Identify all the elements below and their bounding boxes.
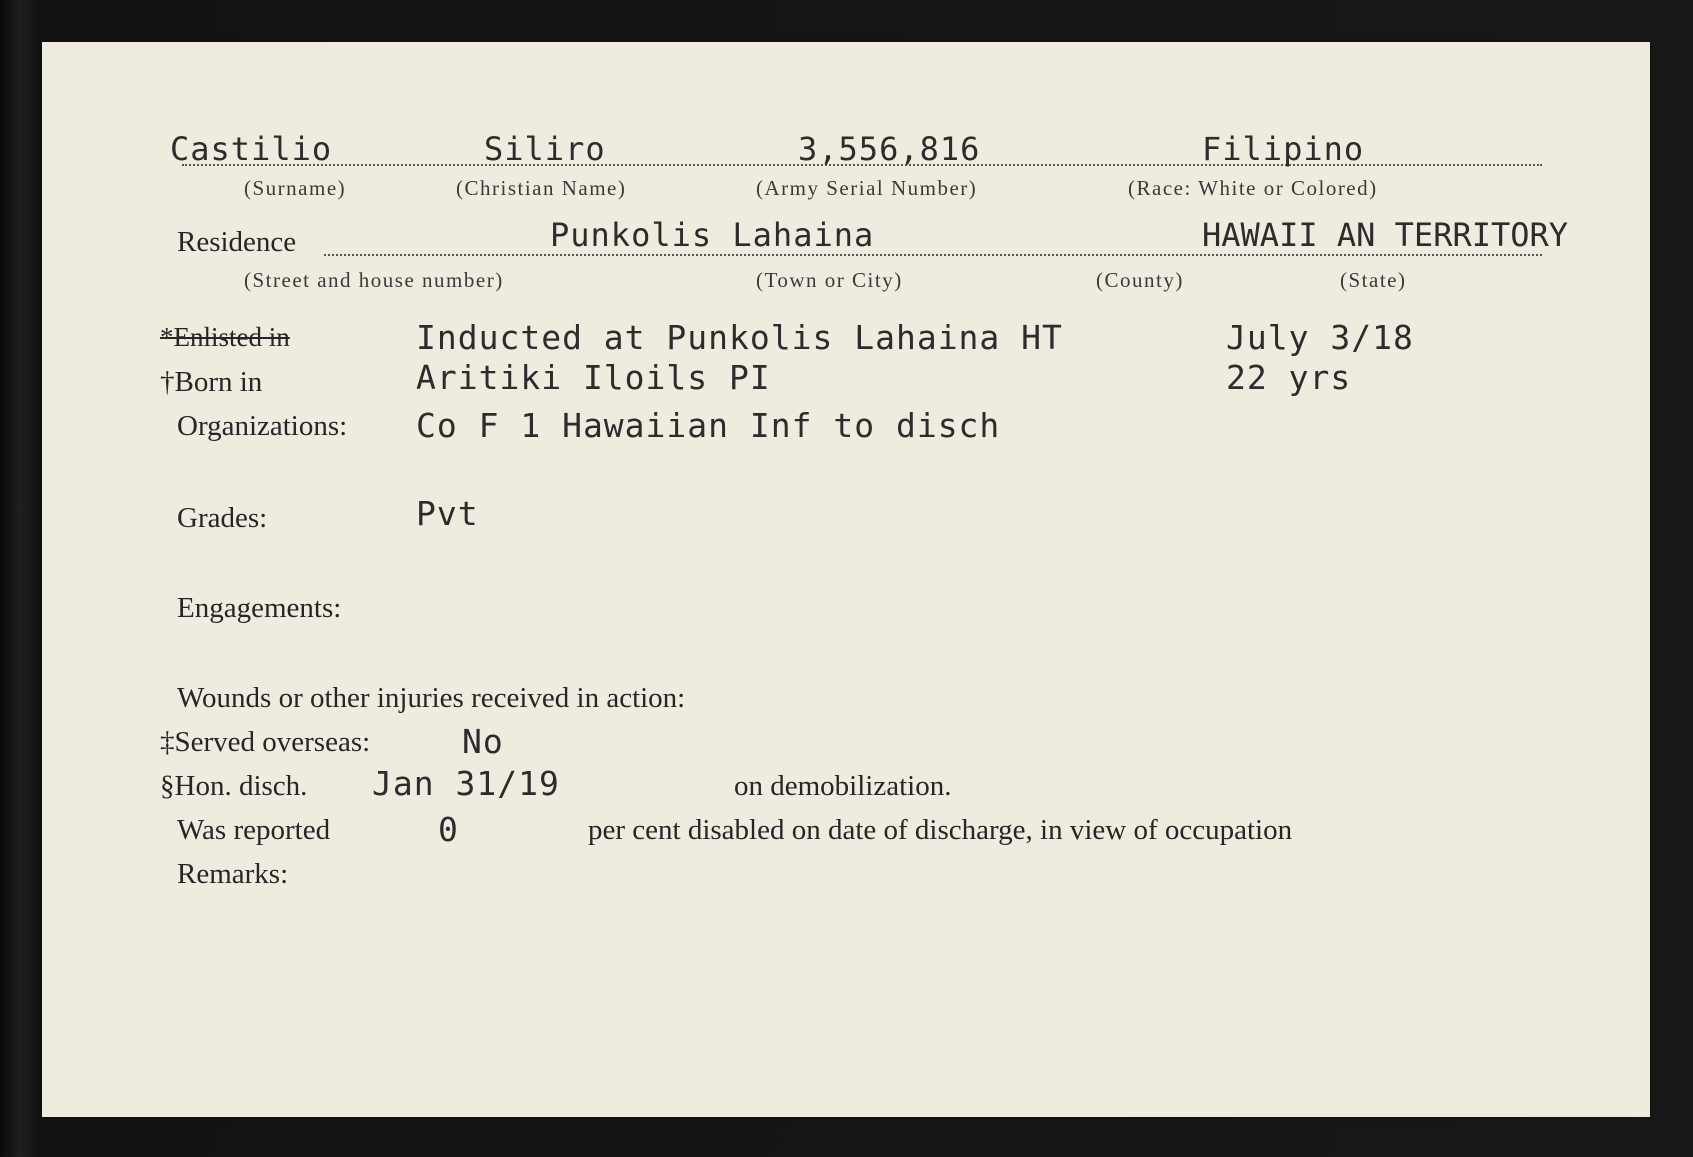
surname-caption: (Surname) (244, 176, 347, 200)
street-caption: (Street and house number) (244, 268, 504, 292)
born-label: †Born in (160, 366, 263, 398)
remarks-label: Remarks: (177, 858, 289, 890)
residence-line (324, 254, 1542, 256)
grades-value: Pvt (416, 494, 479, 533)
born-value: Aritiki Iloils PI (416, 358, 771, 397)
disability-label: Was reported (177, 814, 331, 846)
residence-town-value: Punkolis Lahaina (550, 216, 875, 254)
organizations-value: Co F 1 Hawaiian Inf to disch (416, 406, 1001, 445)
christian-name-caption: (Christian Name) (456, 176, 627, 200)
serial-number-caption: (Army Serial Number) (756, 176, 978, 200)
residence-state-value: HAWAII AN TERRITORY (1202, 216, 1569, 254)
engagements-label: Engagements: (177, 592, 342, 624)
disability-value: 0 (438, 810, 459, 849)
serial-number-value: 3,556,816 (798, 130, 981, 168)
county-caption: (County) (1096, 268, 1184, 292)
surname-value: Castilio (170, 130, 333, 168)
christian-name-value: Siliro (484, 130, 606, 168)
hon-disch-date: Jan 31/19 (372, 764, 560, 803)
hon-disch-suffix: on demobilization. (734, 770, 952, 802)
age-value: 22 yrs (1226, 358, 1352, 397)
organizations-label: Organizations: (177, 410, 348, 442)
state-caption: (State) (1340, 268, 1407, 292)
enlisted-label: *Enlisted in (160, 322, 290, 352)
race-caption: (Race: White or Colored) (1128, 176, 1378, 200)
hon-disch-label: §Hon. disch. (160, 770, 308, 802)
wounds-label: Wounds or other injuries received in action: (177, 682, 686, 714)
served-overseas-value: No (462, 722, 504, 761)
race-value: Filipino (1202, 130, 1365, 168)
service-record-card (42, 42, 1650, 1117)
enlisted-value: Inducted at Punkolis Lahaina HT (416, 318, 1063, 357)
disability-suffix: per cent disabled on date of discharge, in view of occupation (588, 814, 1293, 846)
residence-label: Residence (177, 226, 297, 258)
enlisted-date: July 3/18 (1226, 318, 1414, 357)
town-caption: (Town or City) (756, 268, 903, 292)
grades-label: Grades: (177, 502, 268, 534)
served-overseas-label: ‡Served overseas: (160, 726, 371, 758)
